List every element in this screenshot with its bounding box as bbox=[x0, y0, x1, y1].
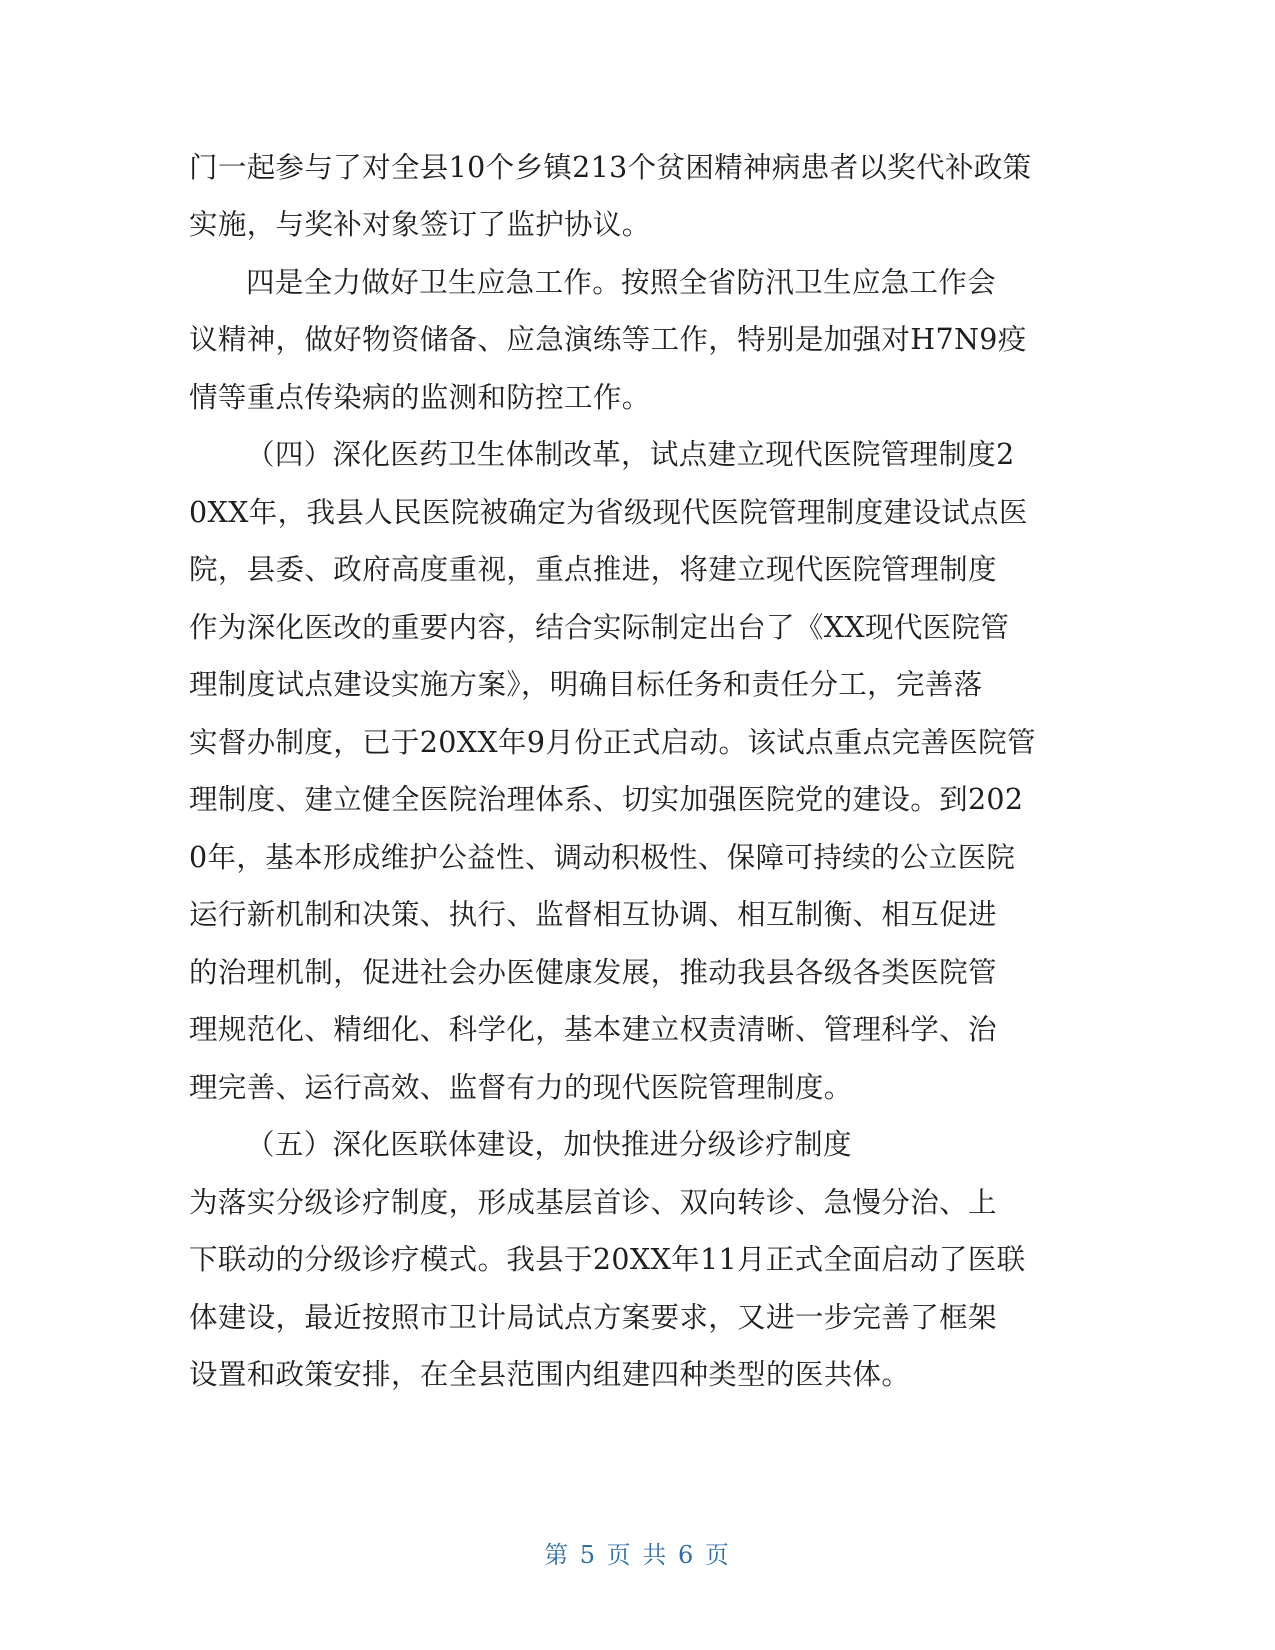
paragraph-line: 理制度试点建设实施方案》，明确目标任务和责任分工，完善落 bbox=[189, 668, 983, 701]
section-heading-line: （四）深化医药卫生体制改革，试点建立现代医院管理制度2 bbox=[246, 438, 1015, 471]
paragraph-line: 四是全力做好卫生应急工作。按照全省防汛卫生应急工作会 bbox=[246, 266, 997, 299]
paragraph-line: 的治理机制，促进社会办医健康发展，推动我县各级各类医院管 bbox=[189, 956, 997, 989]
page-number-footer: 第 5 页 共 6 页 bbox=[544, 1541, 731, 1569]
paragraph-line: 运行新机制和决策、执行、监督相互协调、相互制衡、相互促进 bbox=[189, 898, 997, 931]
paragraph-line: 院，县委、政府高度重视，重点推进，将建立现代医院管理制度 bbox=[189, 553, 997, 586]
paragraph-line: 理规范化、精细化、科学化，基本建立权责清晰、管理科学、治 bbox=[189, 1013, 997, 1046]
paragraph-line: 0XX年，我县人民医院被确定为省级现代医院管理制度建设试点医 bbox=[189, 496, 1028, 529]
paragraph-line: 实施，与奖补对象签订了监护协议。 bbox=[189, 208, 651, 241]
paragraph-line: 为落实分级诊疗制度，形成基层首诊、双向转诊、急慢分治、上 bbox=[189, 1186, 997, 1219]
section-heading-line: （五）深化医联体建设，加快推进分级诊疗制度 bbox=[246, 1128, 852, 1161]
paragraph-line: 体建设，最近按照市卫计局试点方案要求，又进一步完善了框架 bbox=[189, 1301, 997, 1334]
paragraph-line: 理制度、建立健全医院治理体系、切实加强医院党的建设。到202 bbox=[189, 783, 1024, 816]
paragraph-line: 下联动的分级诊疗模式。我县于20XX年11月正式全面启动了医联 bbox=[189, 1243, 1026, 1276]
paragraph-line: 设置和政策安排，在全县范围内组建四种类型的医共体。 bbox=[189, 1358, 911, 1391]
paragraph-line: 门一起参与了对全县10个乡镇213个贫困精神病患者以奖代补政策 bbox=[189, 151, 1032, 184]
paragraph-line: 作为深化医改的重要内容，结合实际制定出台了《XX现代医院管 bbox=[189, 611, 1010, 644]
paragraph-line: 0年，基本形成维护公益性、调动积极性、保障可持续的公立医院 bbox=[189, 841, 1016, 874]
paragraph-line: 实督办制度，已于20XX年9月份正式启动。该试点重点完善医院管 bbox=[189, 726, 1036, 759]
paragraph-line: 议精神，做好物资储备、应急演练等工作，特别是加强对H7N9疫 bbox=[189, 323, 1027, 356]
paragraph-line: 情等重点传染病的监测和防控工作。 bbox=[189, 381, 651, 414]
paragraph-line: 理完善、运行高效、监督有力的现代医院管理制度。 bbox=[189, 1071, 853, 1104]
